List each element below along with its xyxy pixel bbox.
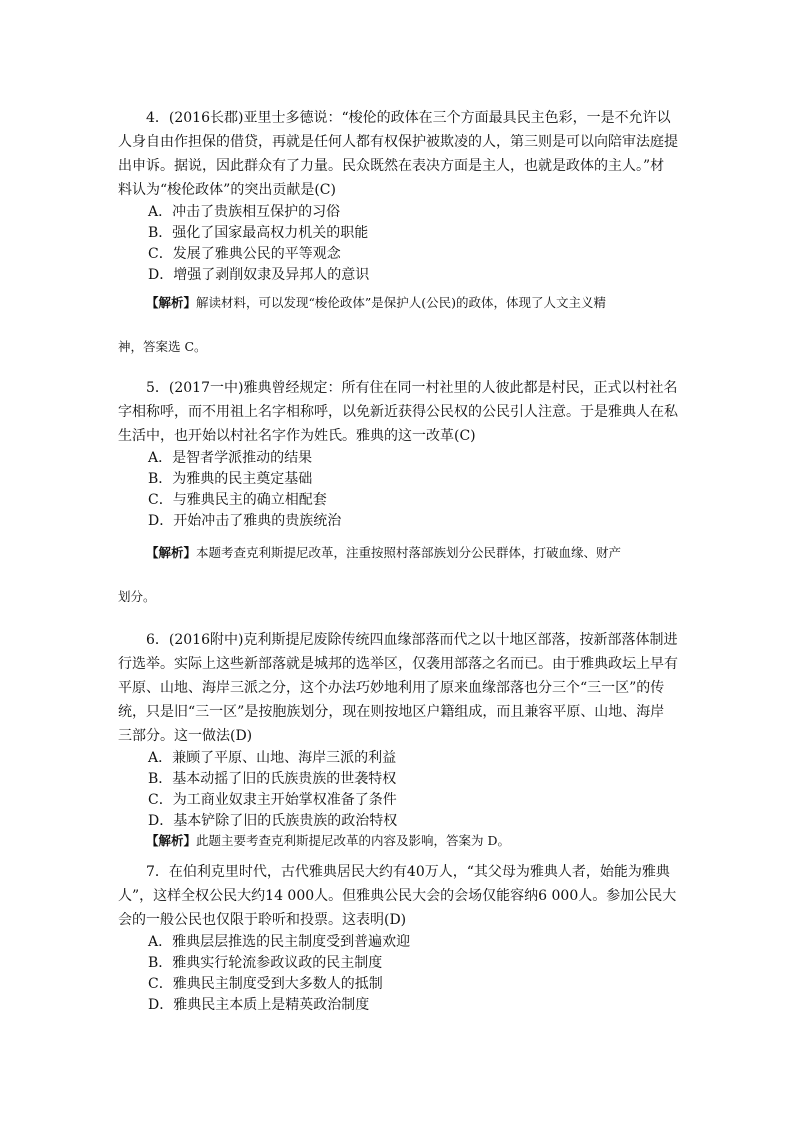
question-stem: 7．在伯利克里时代，古代雅典居民大约有40万人，“其父母为雅典人者，始能为雅典人”，这样全权公民大约14 000人。但雅典公民大会的会场仅能容纳6 000人。参加公民大会的一般公民也仅限于聆听和投票。这表明(D) bbox=[118, 864, 677, 928]
analysis-tag: 【解析】 bbox=[146, 295, 197, 310]
option-d: D．开始冲击了雅典的贵族统治 bbox=[148, 513, 342, 529]
option-a: A．冲击了贵族相互保护的习俗 bbox=[148, 204, 341, 220]
option-b: B．为雅典的民主奠定基础 bbox=[148, 471, 313, 487]
option-b: B．强化了国家最高权力机关的职能 bbox=[148, 225, 369, 241]
question-6 bbox=[118, 628, 678, 832]
question-stem: 4．(2016长郡)亚里士多德说：“梭伦的政体在三个方面最具民主色彩，一是不允许以人身自由作担保的借贷，再就是任何人都有权保护被欺凌的人，第三则是可以向陪审法庭提出申诉。据说，因此群众有了力量。民众既然在表决方面是主人，也就是政体的主人。”材料认为“梭伦政体”的突出贡献是(C) bbox=[118, 110, 678, 198]
analysis-tag: 【解析】 bbox=[146, 545, 197, 560]
analysis-4 bbox=[146, 293, 606, 313]
option-d: D．基本铲除了旧的氏族贵族的政治特权 bbox=[148, 813, 398, 829]
option-a: A．兼顾了平原、山地、海岸三派的利益 bbox=[148, 750, 397, 766]
option-c: C．发展了雅典公民的平等观念 bbox=[148, 246, 341, 262]
option-d: D．增强了剥削奴隶及异邦人的意识 bbox=[148, 267, 370, 283]
option-c: C．与雅典民主的确立相配套 bbox=[148, 492, 327, 508]
option-b: B．雅典实行轮流参政议政的民主制度 bbox=[148, 955, 383, 971]
analysis-4-continued: 神，答案选 C。 bbox=[118, 339, 207, 354]
analysis-5 bbox=[146, 543, 621, 563]
question-4 bbox=[118, 106, 678, 286]
analysis-6 bbox=[146, 831, 510, 851]
option-a: A．雅典层层推选的民主制度受到普遍欢迎 bbox=[148, 934, 411, 950]
question-7 bbox=[118, 860, 678, 1016]
option-c: C．雅典民主制度受到大多数人的抵制 bbox=[148, 976, 383, 992]
analysis-text: 解读材料，可以发现“梭伦政体”是保护人(公民)的政体，体现了人文主义精 bbox=[196, 295, 607, 310]
option-c: C．为工商业奴隶主开始掌权准备了条件 bbox=[148, 792, 397, 808]
option-a: A．是智者学派推动的结果 bbox=[148, 450, 313, 466]
analysis-5-continued: 划分。 bbox=[118, 589, 156, 604]
option-b: B．基本动摇了旧的氏族贵族的世袭特权 bbox=[148, 771, 397, 787]
analysis-text: 本题考查克利斯提尼改革，注重按照村落部族划分公民群体，打破血缘、财产 bbox=[196, 545, 622, 560]
question-5 bbox=[118, 376, 678, 532]
analysis-tag: 【解析】 bbox=[146, 833, 197, 848]
analysis-text: 此题主要考查克利斯提尼改革的内容及影响，答案为 D。 bbox=[196, 833, 511, 848]
option-d: D．雅典民主本质上是精英政治制度 bbox=[148, 997, 370, 1013]
question-stem: 5．(2017一中)雅典曾经规定：所有住在同一村社里的人彼此都是村民，正式以村社名字相称呼，而不用祖上名字相称呼，以免新近获得公民权的公民引人注意。于是雅典人在私生活中，也开始以村社名字作为姓氏。雅典的这一改革(C) bbox=[118, 380, 678, 444]
question-stem: 6．(2016附中)克利斯提尼废除传统四血缘部落而代之以十地区部落，按新部落体制进行选举。实际上这些新部落就是城邦的选举区，仅袭用部落之名而已。由于雅典政坛上早有平原、山地、海岸三派之分，这个办法巧妙地利用了原来血缘部落也分三个“三一区”的传统，只是旧“三一区”是按胞族划分，现在则按地区户籍组成，而且兼容平原、山地、海岸三部分。这一做法(D) bbox=[118, 632, 678, 744]
